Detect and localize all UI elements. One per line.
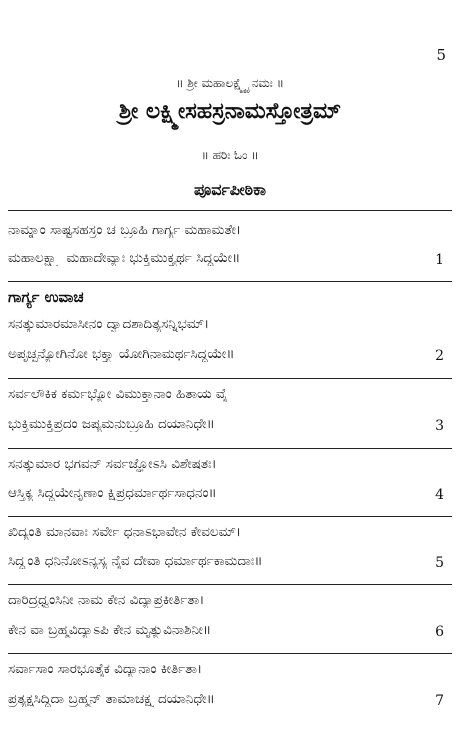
divider bbox=[8, 653, 452, 654]
verse-4-number: 4 bbox=[435, 487, 444, 503]
verse-6-line-1: ದಾರಿದ್ರ್ಯಧ್ವಂಸಿನೀ ನಾಮ ಕೇನ ವಿದ್ಯಾಪ್ರಕೀರ್ತಿತಾ। bbox=[8, 592, 205, 608]
divider bbox=[8, 448, 452, 449]
verse-5-number: 5 bbox=[435, 555, 444, 571]
verse-2-line-1: ಸನತ್ಕುಮಾರಮಾಸೀನಂ ದ್ವಾದಶಾದಿತ್ಯಸನ್ನಿಭಮ್। bbox=[8, 316, 210, 332]
verse-7-line-2: ಪ್ರತ್ಯಕ್ಷಸಿದ್ಧಿದಾ ಬ್ರಹ್ಮನ್ ತಾಮಾಚಕ್ಷ್ವ ದಯಾನಿಧೇ॥ bbox=[8, 691, 215, 707]
verse-7-number: 7 bbox=[435, 693, 444, 709]
verse-2-line-2: ಅಪೃಚ್ಛನ್ಯೋಗಿನೋ ಭಕ್ತ್ಯಾ ಯೋಗಿನಾಮರ್ಥಸಿದ್ಧಯೇ॥ bbox=[8, 346, 235, 362]
verse-3-line-1: ಸರ್ವಲೌಕಿಕ ಕರ್ಮಭ್ಯೋ ವಿಮುಕ್ತಾನಾಂ ಹಿತಾಯ ವೈ bbox=[8, 386, 228, 402]
verse-1-line-1: ನಾಮ್ನಾಂ ಸಾಷ್ಟಸಹಸ್ರಂ ಚ ಬ್ರೂಹಿ ಗಾರ್ಗ್ಯ ಮಹಾಮತೇ। bbox=[8, 222, 242, 238]
verse-6-line-2: ಕೇನ ವಾ ಬ್ರಹ್ಮವಿದ್ಯಾಽಪಿ ಕೇನ ಮೃತ್ಯುವಿನಾಶಿನೀ॥ bbox=[8, 622, 212, 638]
page-number: 5 bbox=[436, 46, 446, 64]
divider bbox=[8, 378, 452, 379]
verse-5-line-1: ಖಿದ್ಯಂತಿ ಮಾನವಾಃ ಸರ್ವೇ ಧನಾಽಭಾವೇನ ಕೇವಲಮ್। bbox=[8, 524, 241, 540]
verse-4-line-1: ಸನತ್ಕುಮಾರ ಭಗವನ್ ಸರ್ವಜ್ಞೋಽಸಿ ವಿಶೇಷತಃ। bbox=[8, 456, 217, 472]
divider bbox=[8, 516, 452, 517]
verse-1-line-2: ಮಹಾಲಕ್ಷ್ಮ್ಯಾ ಮಹಾದೇವ್ಯಾಃ ಭುಕ್ತಿಮುಕ್ತ್ಯರ್ಥ ಸಿದ್ಧಯೇ॥ bbox=[8, 250, 241, 266]
page-title: ಶ್ರೀ ಲಕ್ಷ್ಮೀಸಹಸ್ರನಾಮಸ್ತೋತ್ರಮ್ bbox=[118, 98, 342, 124]
verse-3-number: 3 bbox=[435, 418, 444, 434]
divider bbox=[8, 210, 452, 211]
verse-5-line-2: ಸಿದ್ಧ್ಯಂತಿ ಧನಿನೋಽನ್ಯಸ್ಯ ನೈವ ದೇವಾ ಧರ್ಮಾರ್ಥಕಾಮದಾಃ॥ bbox=[8, 553, 263, 569]
speaker-heading: ಗಾರ್ಗ್ಯ ಉವಾಚ bbox=[8, 288, 84, 306]
invocation-bottom: ॥ ಹರಿಃ ಓಂ ॥ bbox=[201, 148, 259, 162]
verse-3-line-2: ಭುಕ್ತಿಮುಕ್ತಿಪ್ರದಂ ಜಪ್ಯಮನುಬ್ರೂಹಿ ದಯಾನಿಧೇ॥ bbox=[8, 416, 215, 432]
divider bbox=[8, 281, 452, 282]
section-heading: ಪೂರ್ವಪೀಠಿಕಾ bbox=[194, 180, 266, 199]
verse-2-number: 2 bbox=[435, 348, 444, 364]
verse-7-line-1: ಸರ್ವಾಸಾಂ ಸಾರಭೂತೈಕ ವಿದ್ಯಾನಾಂ ಕೀರ್ತಿತಾ। bbox=[8, 661, 203, 677]
divider bbox=[8, 584, 452, 585]
verse-6-number: 6 bbox=[435, 624, 444, 640]
invocation-top: ॥ ಶ್ರೀ ಮಹಾಲಕ್ಷ್ಮ್ಯೈ ನಮಃ ॥ bbox=[176, 76, 284, 90]
verse-4-line-2: ಆಸ್ತಿಕ್ಯ ಸಿದ್ಧಯೇನೃಣಾಂ ಕ್ಷಿಪ್ರಧರ್ಮಾರ್ಥಸಾಧನಂ॥ bbox=[8, 485, 217, 501]
verse-1-number: 1 bbox=[435, 252, 444, 268]
